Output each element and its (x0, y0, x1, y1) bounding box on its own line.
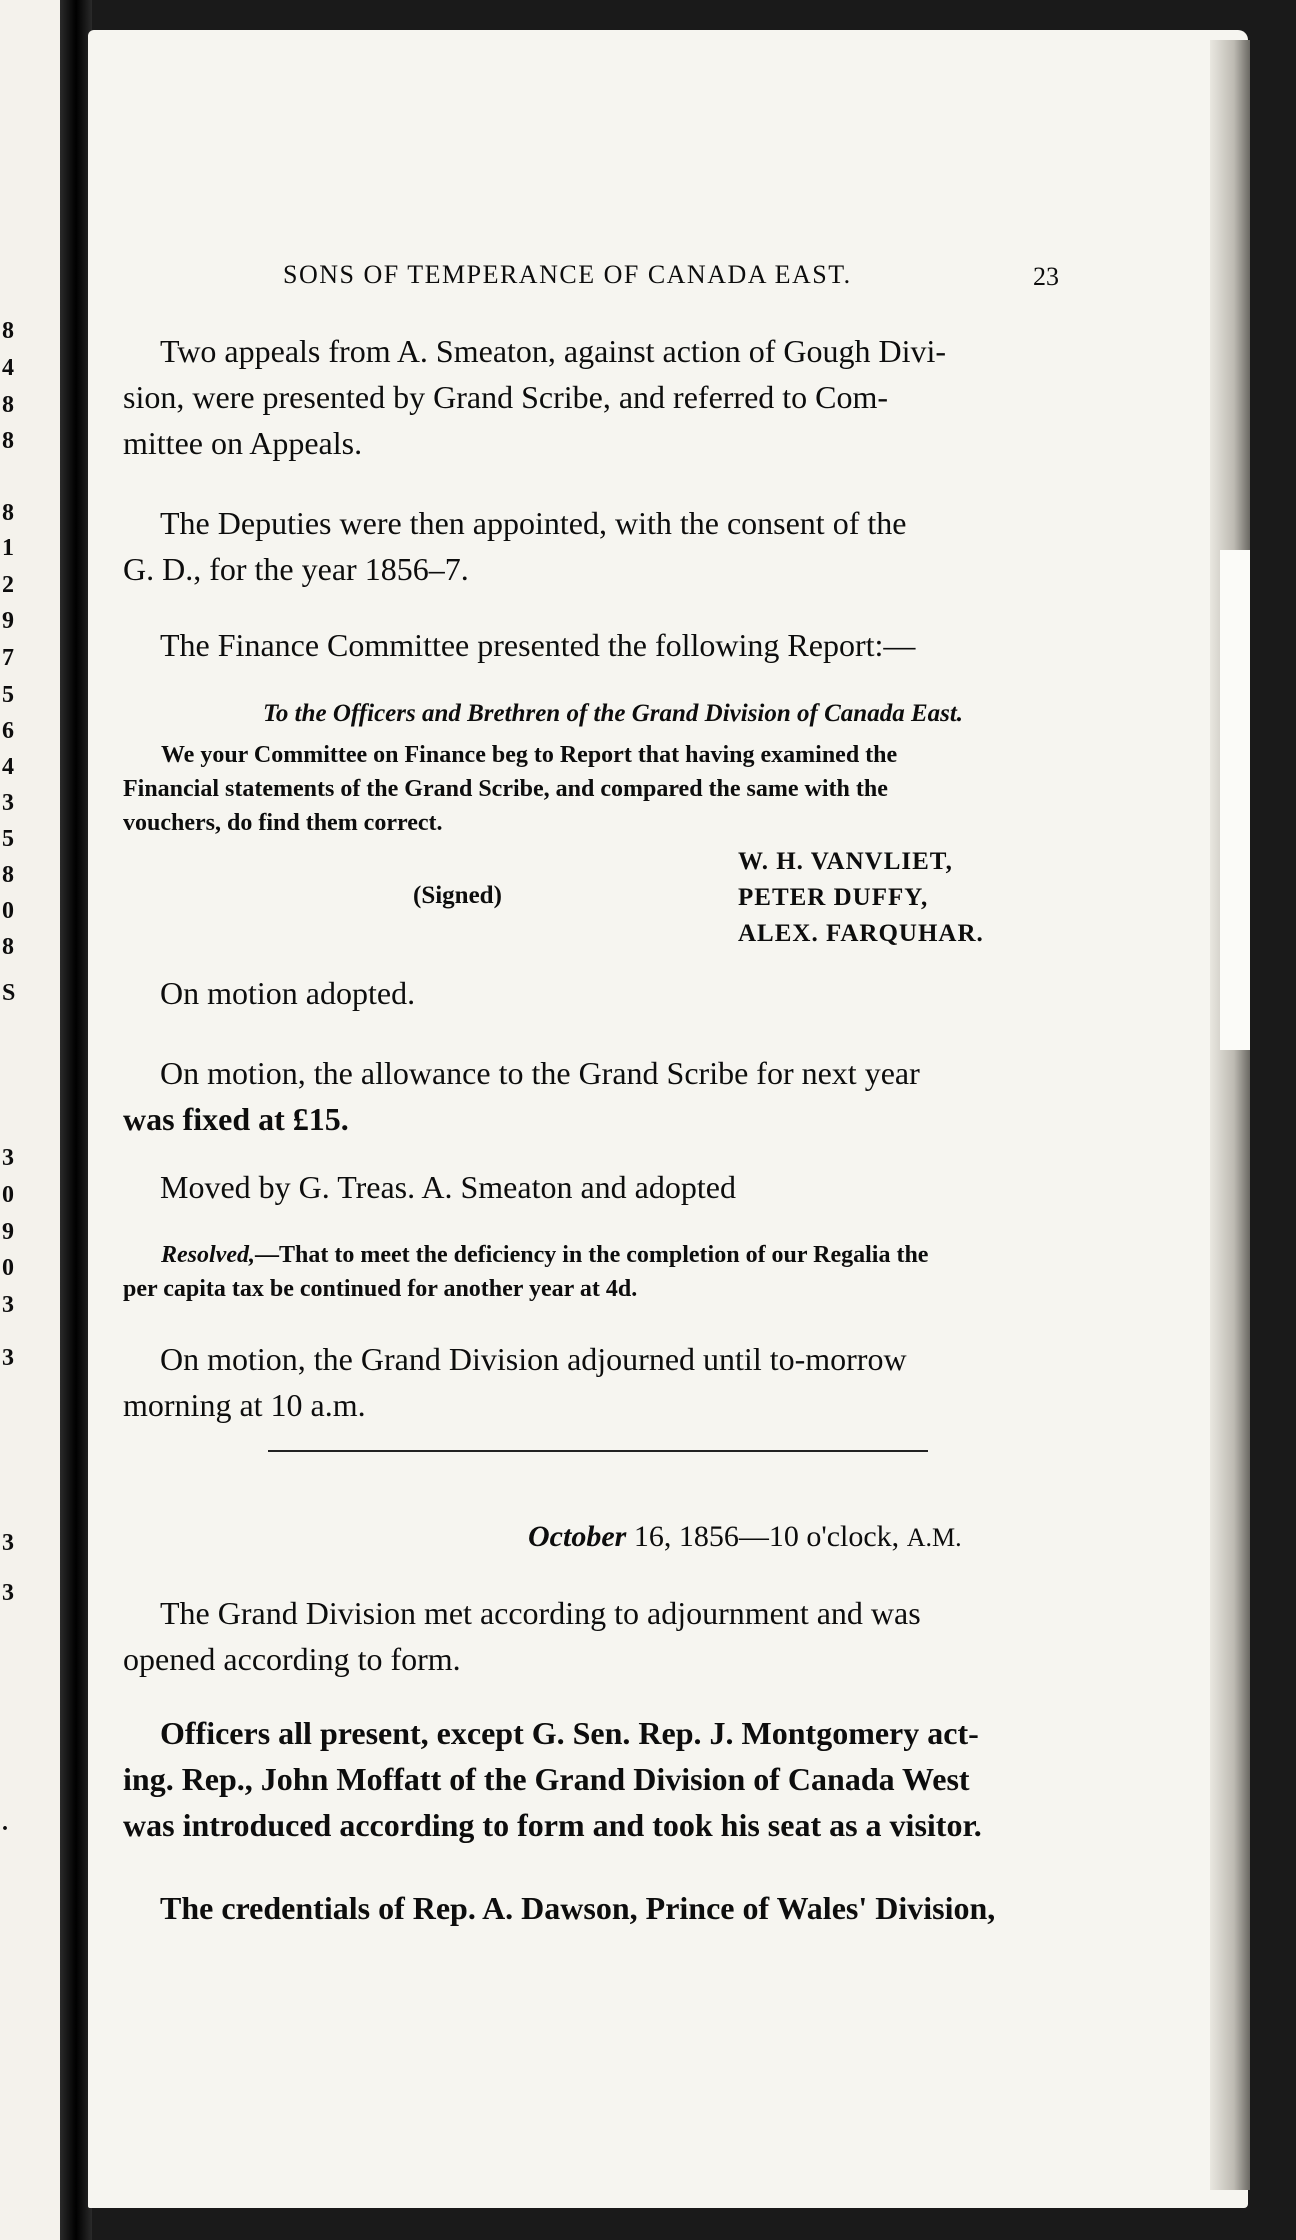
text-line: The Finance Committee presented the following Report:— (160, 627, 916, 663)
resolved-label: Resolved, (161, 1242, 255, 1268)
margin-digit: 4 (2, 754, 14, 780)
text-line: per capita tax be continued for another year at 4d. (123, 1276, 638, 1302)
margin-digit: 3 (2, 1345, 14, 1371)
margin-digit: S (2, 980, 16, 1006)
margin-digit: 3 (2, 790, 14, 816)
text-line: was introduced according to form and took his seat as a visitor. (123, 1807, 982, 1843)
paragraph-allowance (123, 1050, 1108, 1142)
paragraph-motion-adopted (123, 970, 1108, 1016)
margin-digit: 0 (2, 1182, 14, 1208)
paragraph-moved-by (123, 1164, 1108, 1210)
signatory: PETER DUFFY, (738, 884, 929, 911)
text-line: On motion, the allowance to the Grand Scribe for next year (160, 1055, 920, 1091)
text-line: vouchers, do find them correct. (123, 810, 443, 836)
signatories (738, 844, 984, 952)
text-line: The credentials of Rep. A. Dawson, Prince of Wales' Division, (160, 1890, 996, 1926)
session-date (528, 1520, 962, 1554)
signatory: W. H. VANVLIET, (738, 848, 953, 875)
text-line: Two appeals from A. Smeaton, against action of Gough Divi- (160, 333, 947, 369)
text-line (123, 1238, 1103, 1272)
text-line: The Grand Division met according to adjournment and was (160, 1595, 921, 1631)
margin-digit: 8 (2, 862, 14, 888)
margin-digit: 7 (2, 645, 14, 671)
date-ampm: A.M. (906, 1523, 962, 1552)
text-line: ing. Rep., John Moffatt of the Grand Division of Canada West (123, 1761, 970, 1797)
margin-digit: 0 (2, 898, 14, 924)
signatory: ALEX. FARQUHAR. (738, 920, 984, 947)
resolution (123, 1238, 1103, 1306)
text-line: We your Committee on Finance beg to Report that having examined the (161, 742, 898, 768)
paragraph-adjourned (123, 1336, 1108, 1428)
text-line: Financial statements of the Grand Scribe, and compared the same with the (123, 776, 888, 802)
section-divider (268, 1450, 928, 1452)
margin-digit: 0 (2, 1255, 14, 1281)
text-line: The Deputies were then appointed, with the consent of the (160, 505, 907, 541)
text-line: On motion adopted. (160, 975, 416, 1011)
margin-digit: 4 (2, 355, 14, 381)
margin-digit: 1 (2, 535, 14, 561)
text-line: sion, were presented by Grand Scribe, and referred to Com- (123, 379, 889, 415)
text-line: On motion, the Grand Division adjourned until to-morrow (160, 1341, 907, 1377)
signed-label: (Signed) (413, 882, 502, 909)
margin-digit: 8 (2, 392, 14, 418)
margin-digit: 5 (2, 682, 14, 708)
margin-digit: 9 (2, 1219, 14, 1245)
margin-digit: 9 (2, 608, 14, 634)
margin-digit: 8 (2, 500, 14, 526)
paragraph-met (123, 1590, 1108, 1682)
page-number: 23 (1033, 262, 1059, 291)
margin-digit: 3 (2, 1145, 14, 1171)
report-salutation: To the Officers and Brethren of the Grand Division of Canada East. (262, 700, 964, 727)
paragraph-appeals (123, 328, 1108, 466)
margin-digit: . (2, 1810, 8, 1836)
text-line: morning at 10 a.m. (123, 1387, 366, 1423)
report-body (123, 738, 1103, 840)
page-edge-shadow (1210, 40, 1250, 2190)
book-page (88, 30, 1248, 2208)
resolved-text: —That to meet the deficiency in the completion of our Regalia the (254, 1242, 929, 1268)
paragraph-deputies (123, 500, 1108, 592)
margin-digit: 5 (2, 826, 14, 852)
text-line: was fixed at £15. (123, 1101, 349, 1137)
page-edge-tab (1220, 550, 1250, 1050)
text-line: Moved by G. Treas. A. Smeaton and adopted (160, 1169, 736, 1205)
margin-digit: 3 (2, 1292, 14, 1318)
margin-digit: 2 (2, 572, 14, 598)
margin-digit: 8 (2, 428, 14, 454)
text-line: Officers all present, except G. Sen. Rep. J. Montgomery act- (160, 1715, 979, 1751)
margin-digit: 3 (2, 1580, 14, 1606)
paragraph-officers (123, 1710, 1108, 1848)
paragraph-finance-intro (123, 622, 1108, 668)
text-line: G. D., for the year 1856–7. (123, 551, 469, 587)
margin-digit: 8 (2, 318, 14, 344)
margin-digit: 8 (2, 934, 14, 960)
text-line: opened according to form. (123, 1641, 461, 1677)
margin-digit: 6 (2, 718, 14, 744)
date-text: 16, 1856—10 o'clock, (626, 1520, 907, 1553)
margin-digit: 3 (2, 1530, 14, 1556)
running-head (88, 260, 1248, 300)
date-month: October (528, 1520, 627, 1553)
text-line: mittee on Appeals. (123, 425, 363, 461)
running-title: SONS OF TEMPERANCE OF CANADA EAST. (283, 260, 852, 289)
paragraph-credentials (123, 1885, 1108, 1931)
